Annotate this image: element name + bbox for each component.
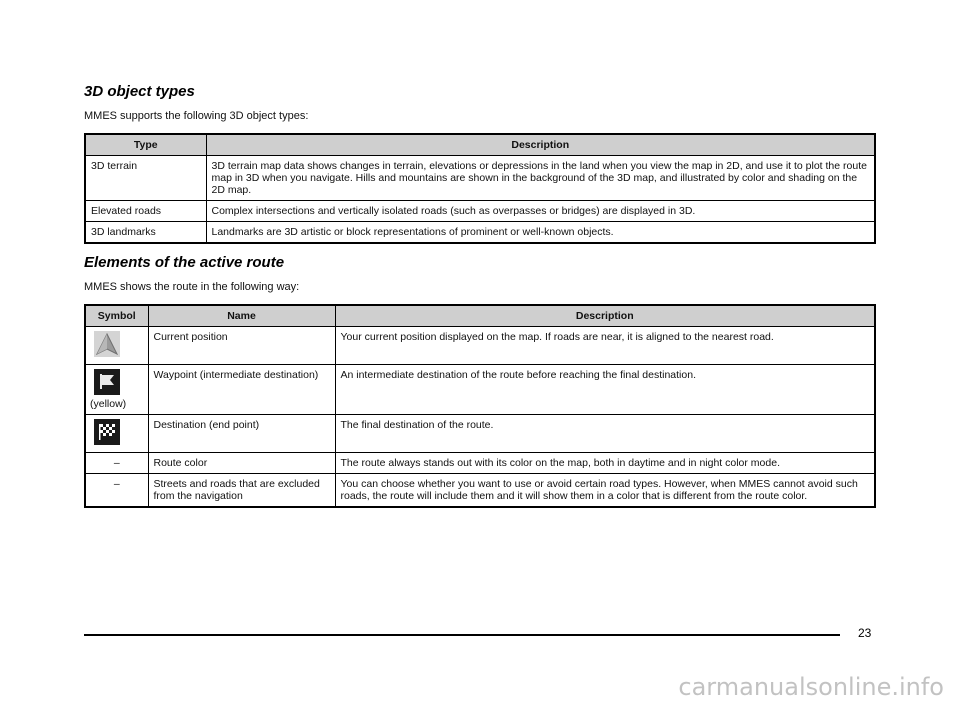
checkered-flag-icon bbox=[94, 419, 120, 445]
table-row bbox=[85, 201, 875, 222]
column-header-description: Description bbox=[335, 305, 875, 327]
cell-type: Elevated roads bbox=[85, 201, 206, 222]
column-header-name: Name bbox=[148, 305, 335, 327]
table-row bbox=[85, 415, 875, 453]
cell-symbol bbox=[85, 365, 148, 415]
cell-symbol bbox=[85, 415, 148, 453]
symbol-color-label: (yellow) bbox=[90, 398, 127, 410]
table-row bbox=[85, 365, 875, 415]
column-header-type: Type bbox=[85, 134, 206, 156]
cell-name: Streets and roads that are excluded from the navigation bbox=[148, 474, 335, 508]
table-row bbox=[85, 474, 875, 508]
cell-symbol bbox=[85, 327, 148, 365]
cell-type: 3D terrain bbox=[85, 156, 206, 201]
cell-symbol: – bbox=[85, 474, 148, 508]
table-row bbox=[85, 156, 875, 201]
cell-type: 3D landmarks bbox=[85, 222, 206, 244]
table-row bbox=[85, 453, 875, 474]
watermark: carmanualsonline.info bbox=[678, 673, 944, 701]
object-types-table bbox=[84, 133, 876, 244]
cell-description: You can choose whether you want to use or avoid certain road types. However, when MMES cannot avoid such roads, the route will include them and it will show them in a color that is different from the route color. bbox=[335, 474, 875, 508]
section-intro: MMES shows the route in the following way: bbox=[84, 281, 300, 293]
waypoint-flag-icon bbox=[94, 369, 120, 395]
cell-symbol: – bbox=[85, 453, 148, 474]
current-position-arrow-icon bbox=[94, 331, 120, 357]
section-intro: MMES supports the following 3D object types: bbox=[84, 110, 309, 122]
cell-name: Waypoint (intermediate destination) bbox=[148, 365, 335, 415]
table-header-row bbox=[85, 134, 875, 156]
cell-name: Destination (end point) bbox=[148, 415, 335, 453]
cell-description: The route always stands out with its color on the map, both in daytime and in night color mode. bbox=[335, 453, 875, 474]
column-header-description: Description bbox=[206, 134, 875, 156]
section-title-active-route: Elements of the active route bbox=[84, 254, 285, 271]
footer-divider bbox=[84, 634, 840, 636]
route-elements-table bbox=[84, 304, 876, 508]
cell-description: Your current position displayed on the map. If roads are near, it is aligned to the nearest road. bbox=[335, 327, 875, 365]
cell-description: Landmarks are 3D artistic or block representations of prominent or well-known objects. bbox=[206, 222, 875, 244]
cell-name: Route color bbox=[148, 453, 335, 474]
cell-description: An intermediate destination of the route before reaching the final destination. bbox=[335, 365, 875, 415]
section-title-3d-object-types: 3D object types bbox=[84, 83, 195, 100]
cell-description: Complex intersections and vertically isolated roads (such as overpasses or bridges) are displayed in 3D. bbox=[206, 201, 875, 222]
cell-description: The final destination of the route. bbox=[335, 415, 875, 453]
table-row bbox=[85, 327, 875, 365]
cell-description: 3D terrain map data shows changes in terrain, elevations or depressions in the land when you view the map in 2D, and use it to plot the route map in 3D when you navigate. Hills and mountains are shown in the background of the 3D map, and illustrated by color and shading on the 2D map. bbox=[206, 156, 875, 201]
table-row bbox=[85, 222, 875, 244]
column-header-symbol: Symbol bbox=[85, 305, 148, 327]
page-number: 23 bbox=[858, 626, 872, 640]
table-header-row bbox=[85, 305, 875, 327]
cell-name: Current position bbox=[148, 327, 335, 365]
